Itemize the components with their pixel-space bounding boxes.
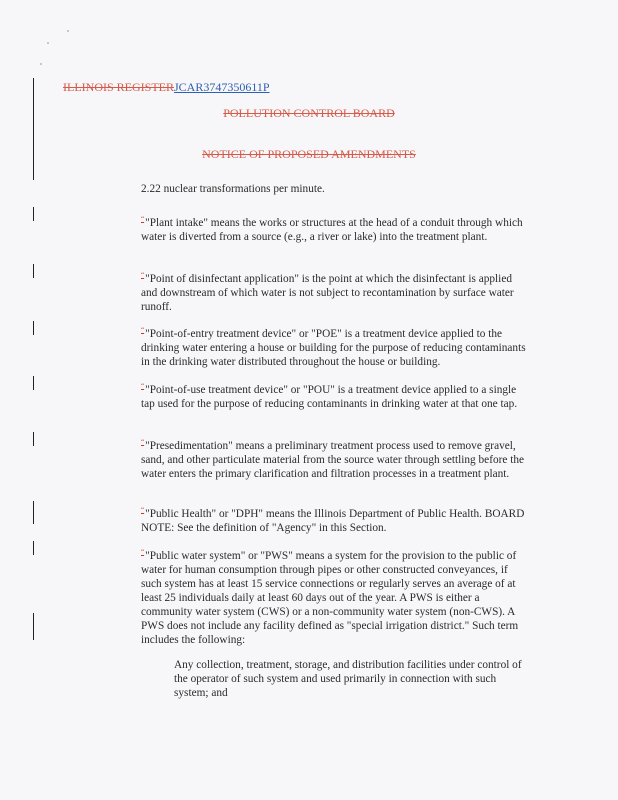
- scan-speck: [67, 30, 69, 32]
- definition-poe: “"Point-of-entry treatment device" or "POE" is a treatment device applied to the drinking water entering a house or building for the purpose of reducing contaminants in the drinking water distributed throughout the house or building.: [141, 326, 526, 368]
- change-bar: [33, 264, 34, 278]
- notice-header: [0, 147, 618, 162]
- redline-mark: “: [141, 506, 145, 514]
- redline-mark: “: [141, 326, 145, 334]
- redline-mark: “: [141, 215, 145, 223]
- scan-speck: [40, 63, 42, 65]
- definition-public-health: “"Public Health" or "DPH" means the Illinois Department of Public Health. BOARD NOTE: See the definition of "Agency" in this Section.: [141, 506, 525, 534]
- definition-public-water-system: “"Public water system" or "PWS" means a system for the provision to the public of water for human consumption through pipes or other constructed conveyances, if such system has at least 15 service connections or regularly serves an average of at least 25 individuals daily at least 60 days out of the year. A PWS is either a community water system (CWS) or a non-community water system (non-CWS). A PWS does not include any facility defined as "special irrigation district." Such term includes the following:: [141, 548, 519, 646]
- redline-mark: “: [141, 438, 145, 446]
- redline-mark: “: [141, 271, 145, 279]
- subitem-collection-facilities: Any collection, treatment, storage, and distribution facilities under control of the operator of such system and used primarily in connection with such system; and: [174, 659, 522, 699]
- change-bar: [33, 321, 34, 335]
- definition-presedimentation: “"Presedimentation" means a preliminary treatment process used to remove gravel, sand, and other particulate material from the source water through settling before the water enters the primary clarification and filtration processes in a treatment plant.: [141, 438, 525, 480]
- register-inserted: JCAR3747350611P: [174, 80, 270, 94]
- change-bar: [33, 78, 34, 180]
- change-bar: [33, 376, 34, 390]
- board-struck: POLLUTION CONTROL BOARD: [223, 106, 395, 120]
- definition-point-of-disinfectant: “"Point of disinfectant application" is the point at which the disinfectant is applied and downstream of which water is not subject to recontamination by surface water runoff.: [141, 271, 514, 313]
- paragraph: 2.22 nuclear transformations per minute.: [141, 183, 325, 195]
- board-header: [0, 106, 618, 121]
- change-bar: [33, 432, 34, 446]
- change-bar: [33, 501, 34, 524]
- definition-plant-intake: “"Plant intake" means the works or structures at the head of a conduit through which water is diverted from a source (e.g., a river or lake) into the treatment plant.: [141, 215, 523, 243]
- definition-pou: “"Point-of-use treatment device" or "POU" is a treatment device applied to a single tap used for the purpose of reducing contaminants in drinking water at that one tap.: [141, 382, 518, 410]
- change-bar: [33, 207, 34, 221]
- redline-mark: “: [141, 382, 145, 390]
- register-header: [63, 80, 270, 95]
- notice-struck: NOTICE OF PROPOSED AMENDMENTS: [202, 147, 416, 161]
- redline-mark: “: [141, 548, 145, 556]
- change-bar: [33, 613, 34, 640]
- register-struck: ILLINOIS REGISTER: [63, 80, 174, 94]
- scan-speck: [47, 42, 49, 44]
- change-bar: [33, 541, 34, 555]
